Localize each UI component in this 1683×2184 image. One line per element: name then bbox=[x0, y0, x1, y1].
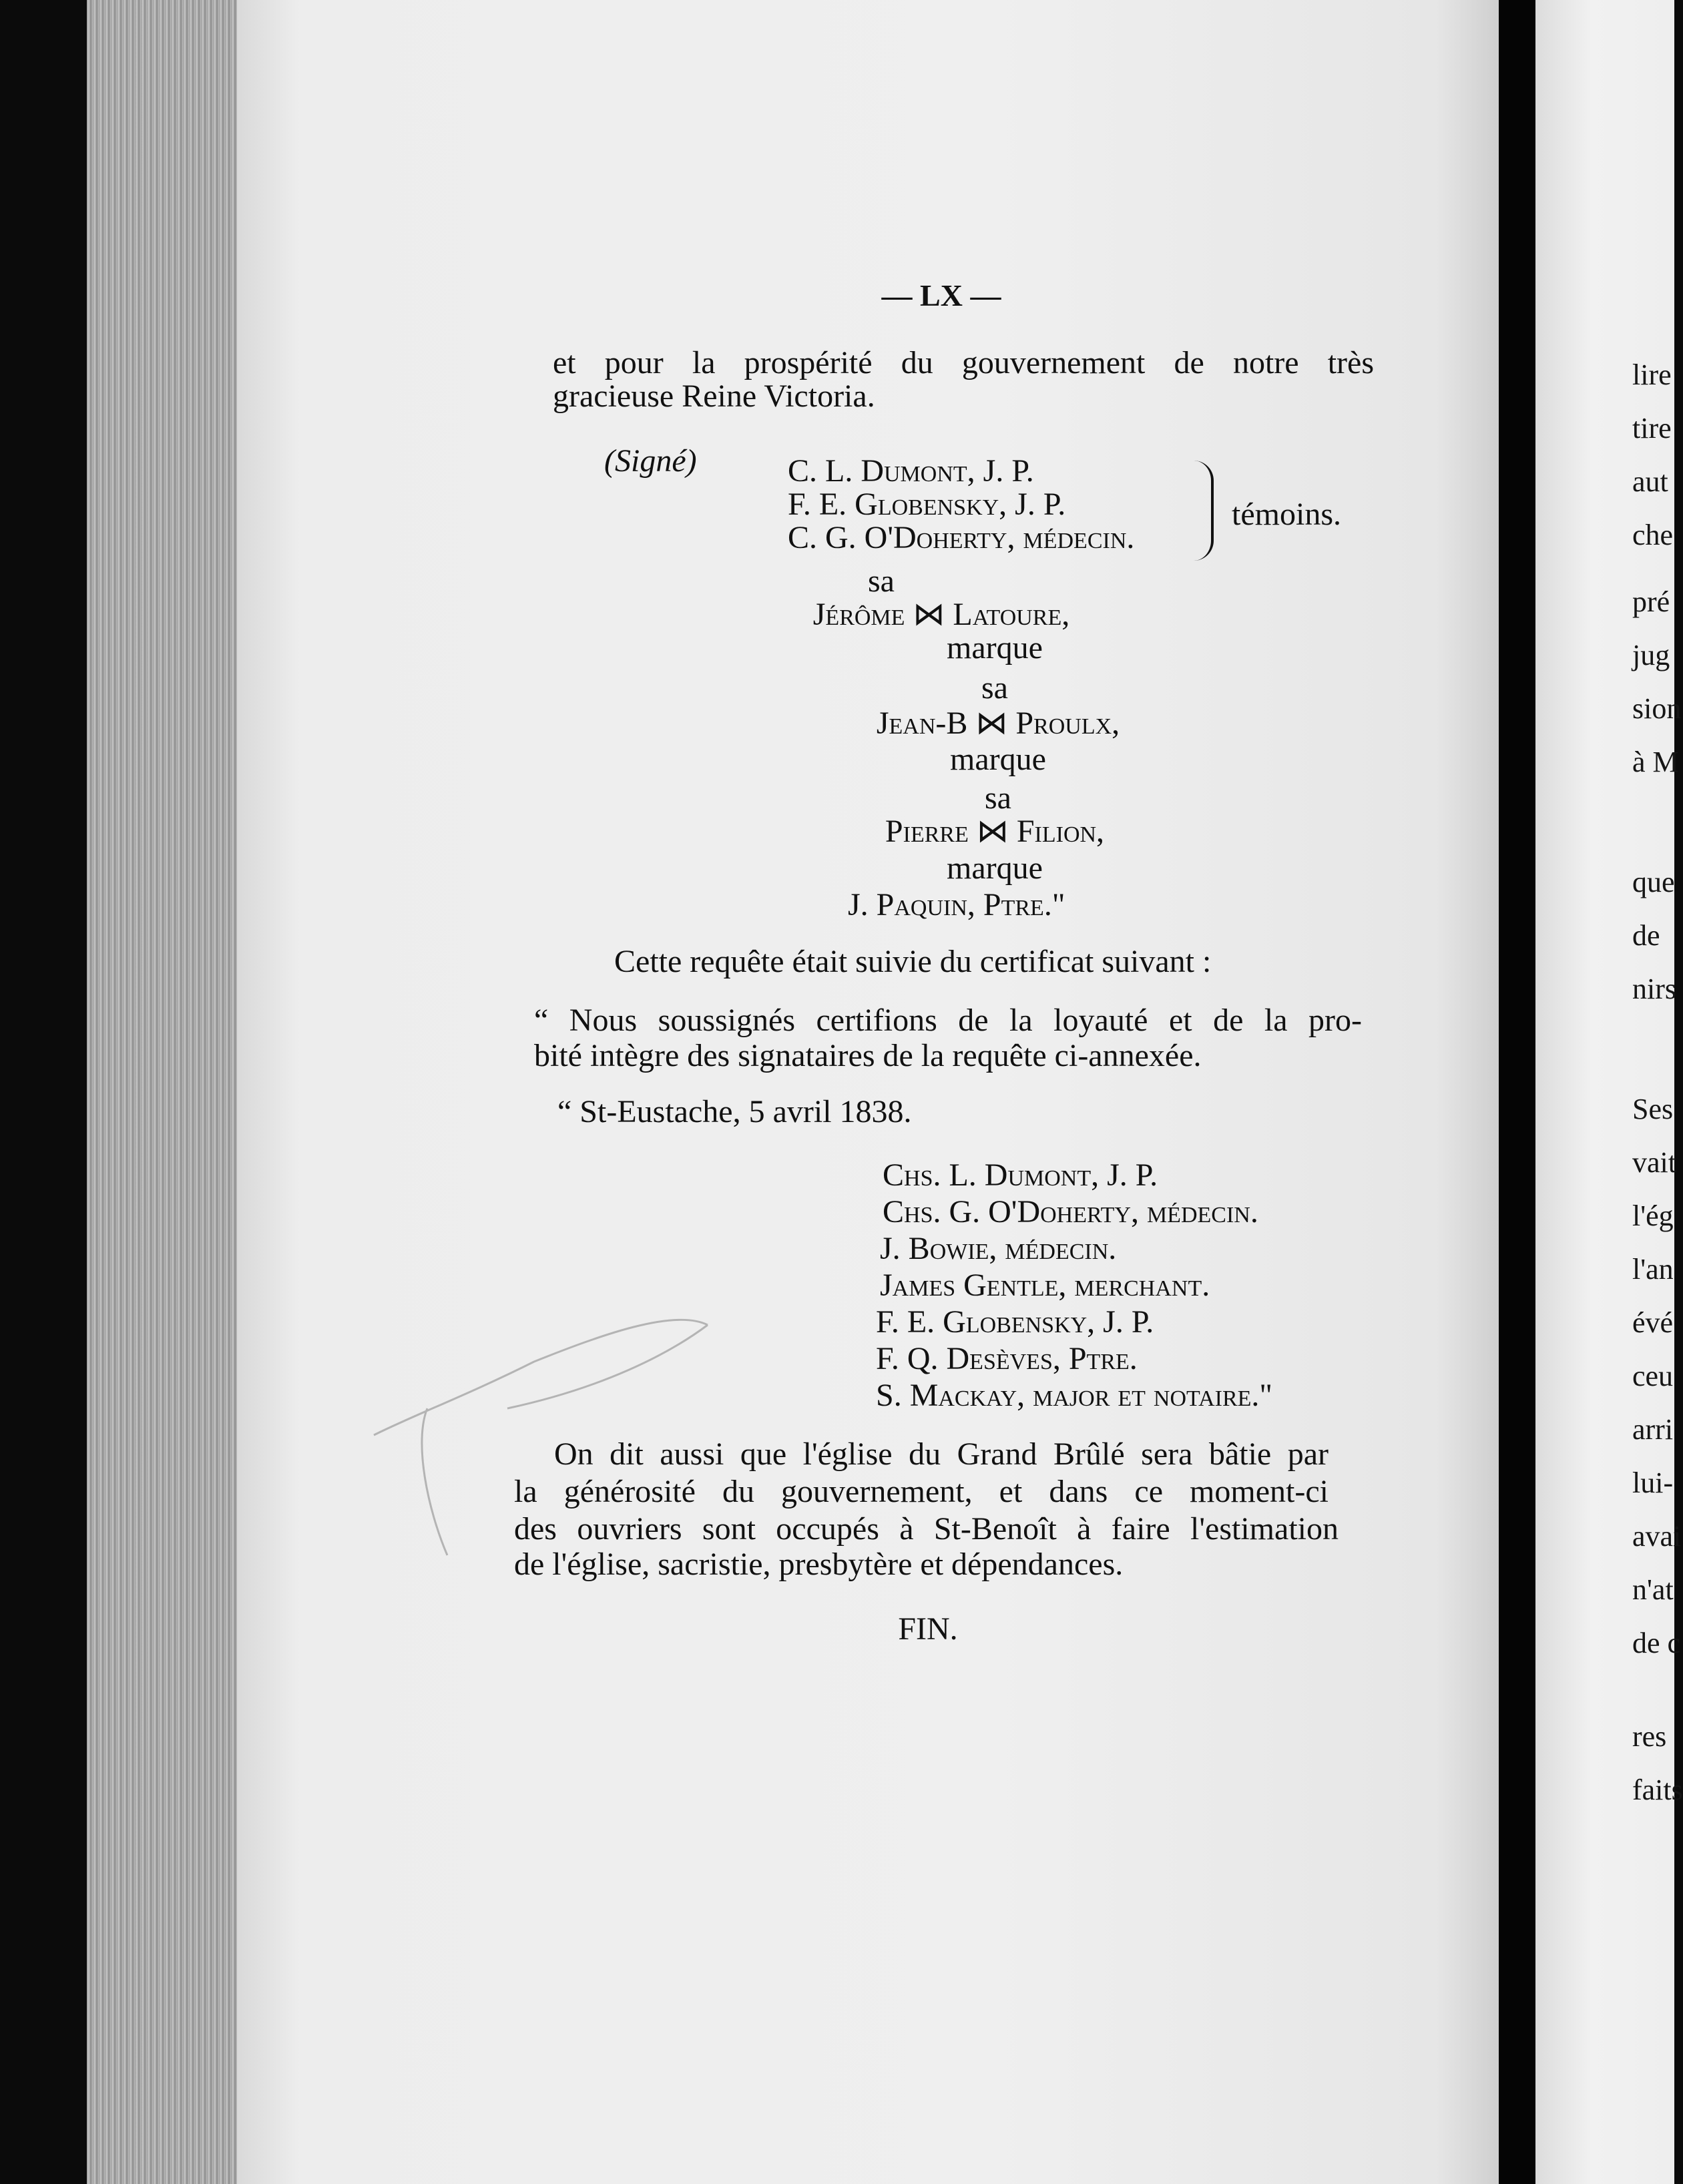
end-word: FIN. bbox=[898, 1611, 958, 1647]
closing-line-4: de l'église, sacristie, presbytère et dépendances. bbox=[514, 1547, 1124, 1582]
facing-page-fragment: avai bbox=[1632, 1520, 1682, 1553]
mark-name: Jérôme ⋈ Latoure, bbox=[812, 597, 1070, 632]
facing-page-fragment: l'an bbox=[1632, 1253, 1674, 1286]
witness-name: C. G. O'Doherty, médecin. bbox=[788, 520, 1135, 555]
certificate-line-1: “ Nous soussignés certifions de la loyauté et de la pro- bbox=[534, 1003, 1362, 1038]
intro-line-1: et pour la prospérité du gouvernement de notre très bbox=[553, 345, 1374, 380]
facing-page-fragment: jug bbox=[1632, 639, 1670, 671]
facing-page-fragment: sion bbox=[1632, 692, 1682, 725]
closing-line-2: la générosité du gouvernement, et dans ce moment-ci bbox=[514, 1474, 1329, 1509]
facing-page-fragment: lire bbox=[1632, 358, 1672, 391]
facing-page-fragment: che bbox=[1632, 519, 1674, 551]
mark-sa: sa bbox=[985, 780, 1011, 816]
date-line: “ St-Eustache, 5 avril 1838. bbox=[557, 1094, 912, 1129]
signatory: F. E. Globensky, J. P. bbox=[876, 1304, 1154, 1340]
signed-label: (Signé) bbox=[604, 443, 697, 479]
mark-name: Jean-B ⋈ Proulx, bbox=[876, 706, 1120, 741]
facing-page-fragment: lui- bbox=[1632, 1466, 1674, 1499]
facing-page-fragment: Ses bbox=[1632, 1093, 1674, 1125]
priest-signature: J. Paquin, Ptre." bbox=[848, 887, 1065, 922]
facing-page-fragment: aut bbox=[1632, 465, 1668, 498]
witness-name: C. L. Dumont, J. P. bbox=[788, 453, 1034, 489]
signatory: Chs. L. Dumont, J. P. bbox=[883, 1157, 1158, 1193]
intro-line-2: gracieuse Reine Victoria. bbox=[553, 378, 875, 414]
mark-sa: sa bbox=[868, 563, 895, 599]
facing-page-fragment: l'ég bbox=[1632, 1199, 1674, 1232]
facing-page-fragment: pré bbox=[1632, 585, 1670, 618]
facing-page-fragment: vait bbox=[1632, 1146, 1676, 1179]
signatory: S. Mackay, major et notaire." bbox=[876, 1378, 1273, 1413]
mark-marque: marque bbox=[947, 630, 1043, 665]
mark-name: Pierre ⋈ Filion, bbox=[885, 814, 1105, 849]
facing-page-fragment: tire bbox=[1632, 412, 1672, 445]
mark-sa: sa bbox=[981, 670, 1008, 706]
facing-page-fragment: arri bbox=[1632, 1413, 1674, 1446]
signatory: James Gentle, merchant. bbox=[880, 1268, 1210, 1303]
facing-page-fragment: ceu bbox=[1632, 1360, 1674, 1392]
facing-page-fragment: nirs bbox=[1632, 973, 1676, 1005]
facing-page-fragment: de c bbox=[1632, 1627, 1681, 1659]
witnesses-label: témoins. bbox=[1232, 497, 1341, 532]
facing-page-fragment: n'at bbox=[1632, 1573, 1674, 1606]
witness-name: F. E. Globensky, J. P. bbox=[788, 487, 1066, 522]
facing-page-fragment: de bbox=[1632, 919, 1660, 952]
signatory: J. Bowie, médecin. bbox=[880, 1231, 1117, 1266]
closing-line-3: des ouvriers sont occupés à St-Benoît à faire l'estimation bbox=[514, 1511, 1339, 1547]
facing-page-fragment: res bbox=[1632, 1720, 1667, 1753]
mark-marque: marque bbox=[947, 850, 1043, 886]
facing-page-fragment: faits bbox=[1632, 1773, 1683, 1806]
facing-page-fragment: évé bbox=[1632, 1306, 1674, 1339]
certificate-line-2: bité intègre des signataires de la requête ci-annexée. bbox=[534, 1038, 1202, 1073]
facing-page-fragment: que bbox=[1632, 866, 1675, 898]
mark-marque: marque bbox=[950, 742, 1046, 777]
signatory: F. Q. Desèves, Ptre. bbox=[876, 1341, 1138, 1376]
page-number: — LX — bbox=[881, 278, 1001, 312]
facing-page-fragment: à M bbox=[1632, 746, 1679, 778]
signatory: Chs. G. O'Doherty, médecin. bbox=[883, 1194, 1258, 1230]
closing-line-1: On dit aussi que l'église du Grand Brûlé sera bâtie par bbox=[554, 1436, 1329, 1472]
certificate-intro: Cette requête était suivie du certificat suivant : bbox=[614, 944, 1212, 979]
